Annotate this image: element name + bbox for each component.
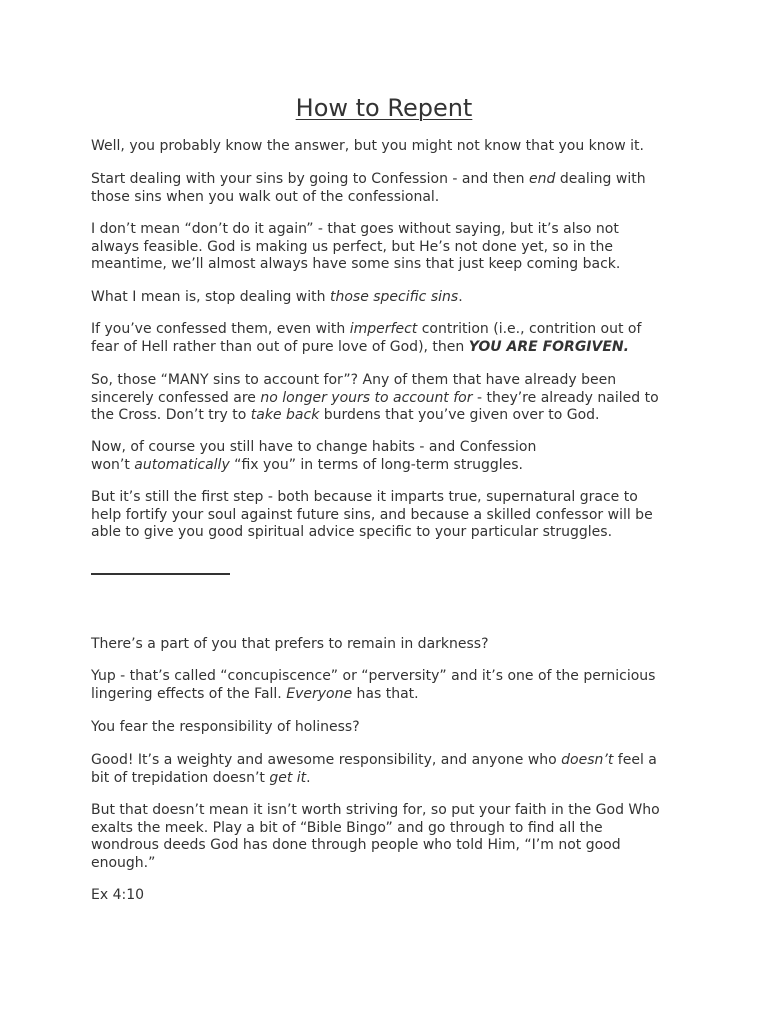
paragraph-concupiscence <box>91 668 686 703</box>
text-run: . <box>458 289 463 305</box>
paragraph-fear-holiness <box>91 719 686 737</box>
paragraph-line: You fear the responsibility of holiness? <box>91 719 360 735</box>
emphasis-text: no longer yours to account for <box>260 389 473 406</box>
paragraph-line <box>91 407 686 425</box>
text-run: lingering effects of the Fall. <box>91 685 287 702</box>
paragraph-line <box>91 321 686 339</box>
text-run: . <box>306 769 311 786</box>
paragraph-line: meantime, we’ll almost always have some sins that just keep coming back. <box>91 256 621 272</box>
emphasis-text: automatically <box>134 456 230 473</box>
paragraph-line <box>91 752 686 770</box>
emphasis-text: doesn’t <box>561 752 614 768</box>
paragraph-dont-mean <box>91 221 686 274</box>
paragraph-striving <box>91 802 686 872</box>
paragraph-habits <box>91 439 686 474</box>
emphasis-text: end <box>529 171 556 187</box>
paragraph-intro <box>91 138 686 156</box>
text-run: won’t <box>91 456 135 473</box>
text-run: has that. <box>352 685 419 702</box>
paragraph-what-i-mean <box>91 289 686 307</box>
paragraph-line: I don’t mean “don’t do it again” - that goes without saying, but it’s also not <box>91 221 619 237</box>
paragraph-line: always feasible. God is making us perfect, but He’s not done yet, so in the <box>91 238 614 255</box>
text-run: Start dealing with your sins by going to Confession - and then <box>91 171 529 187</box>
scripture-reference: Ex 4:10 <box>91 887 145 903</box>
text-run: the Cross. Don’t try to <box>91 407 251 423</box>
text-run: bit of trepidation doesn’t <box>91 769 270 786</box>
paragraph-line: But it’s still the first step - both because it imparts true, supernatural grace to <box>91 489 638 505</box>
text-run: fear of Hell rather than out of pure love of God), then <box>91 338 469 355</box>
page-title: How to Repent <box>295 94 473 122</box>
paragraph-line <box>91 457 686 475</box>
paragraph-confession <box>91 171 686 206</box>
paragraph-line <box>91 171 686 189</box>
paragraph-forgiven <box>91 321 686 356</box>
paragraph-line <box>91 289 686 307</box>
text-run: What I mean is, stop dealing with <box>91 289 330 305</box>
text-run: If you’ve confessed them, even with <box>91 321 350 337</box>
text-run: contrition (i.e., contrition out of <box>417 321 642 337</box>
paragraph-darkness <box>91 636 686 654</box>
paragraph-citation <box>91 887 686 905</box>
paragraph-good <box>91 752 686 787</box>
paragraph-line: Now, of course you still have to change habits - and Confession <box>91 439 537 455</box>
paragraph-line: those sins when you walk out of the confessional. <box>91 188 440 205</box>
emphasis-text: Everyone <box>286 685 353 702</box>
emphasis-text: take back <box>250 407 320 423</box>
text-run: “fix you” in terms of long-term struggles. <box>229 456 523 473</box>
paragraph-line: There’s a part of you that prefers to remain in darkness? <box>91 636 489 652</box>
emphasis-text: get it <box>269 769 307 786</box>
text-run: burdens that you’ve given over to God. <box>319 407 600 423</box>
paragraph-line: wondrous deeds God has done through people who told Him, “I’m not good <box>91 837 621 853</box>
paragraph-line: enough.” <box>91 854 156 871</box>
section-divider <box>91 573 230 575</box>
emphasis-text: those specific sins <box>329 289 459 305</box>
paragraph-line: Well, you probably know the answer, but you might not know that you know it. <box>91 138 644 154</box>
text-run: - they’re already nailed to <box>472 389 659 406</box>
strong-emphasis-text: YOU ARE FORGIVEN. <box>468 338 629 355</box>
text-run: Good! It’s a weighty and awesome responsibility, and anyone who <box>91 752 562 768</box>
emphasis-text: imperfect <box>349 321 418 337</box>
paragraph-line <box>91 339 686 357</box>
paragraph-line <box>91 686 686 704</box>
paragraph-line: Yup - that’s called “concupiscence” or “perversity” and it’s one of the pernicious <box>91 668 656 684</box>
paragraph-line <box>91 770 686 788</box>
paragraph-line: So, those “MANY sins to account for”? Any of them that have already been <box>91 372 617 388</box>
paragraph-many-sins <box>91 372 686 425</box>
text-run: dealing with <box>555 171 646 187</box>
paragraph-line: But that doesn’t mean it isn’t worth striving for, so put your faith in the God Who <box>91 802 660 818</box>
paragraph-line: able to give you good spiritual advice specific to your particular struggles. <box>91 524 613 540</box>
text-run: feel a <box>613 752 657 768</box>
paragraph-first-step <box>91 489 686 542</box>
paragraph-line: help fortify your soul against future sins, and because a skilled confessor will be <box>91 506 653 523</box>
text-run: sincerely confessed are <box>91 389 261 406</box>
paragraph-line: exalts the meek. Play a bit of “Bible Bingo” and go through to find all the <box>91 819 603 836</box>
paragraph-line <box>91 390 686 408</box>
